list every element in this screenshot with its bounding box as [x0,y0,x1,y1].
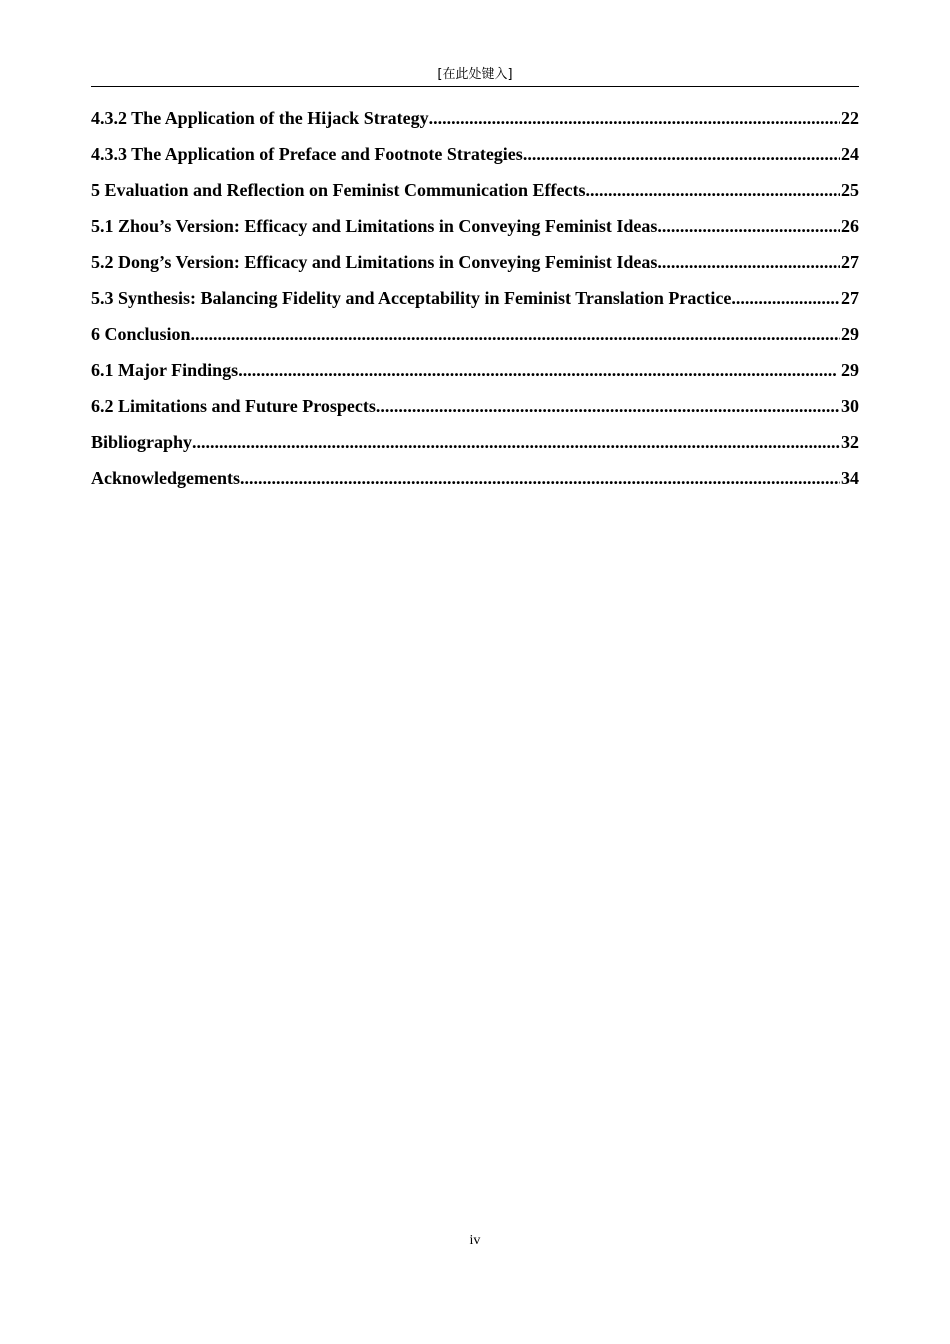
toc-entry[interactable] [91,430,859,466]
toc-entry-title: 6.2 Limitations and Future Prospects [91,396,376,416]
dot-leader [657,214,840,238]
dot-leader [731,286,840,310]
dot-leader [238,358,835,382]
dot-leader [376,394,840,418]
toc-entry-title: 5.1 Zhou’s Version: Efficacy and Limitations in Conveying Feminist Ideas [91,216,658,236]
toc-entry[interactable] [91,178,859,214]
toc-entry-page: 34 [841,468,859,488]
table-of-contents [91,106,859,502]
toc-entry[interactable] [91,250,859,286]
toc-entry-page: 26 [841,216,859,236]
dot-leader [429,106,840,130]
toc-entry-title: 4.3.2 The Application of the Hijack Strategy [91,108,429,128]
toc-entry-title: 6.1 Major Findings [91,360,239,380]
toc-entry[interactable] [91,394,859,430]
toc-entry-title: 6 Conclusion [91,324,191,344]
toc-entry-title: 5 Evaluation and Reflection on Feminist Communication Effects [91,180,586,200]
toc-entry-page: 29 [841,324,859,344]
toc-entry[interactable] [91,358,859,394]
dot-leader [657,250,840,274]
toc-entry-title: 5.2 Dong’s Version: Efficacy and Limitations in Conveying Feminist Ideas [91,252,658,272]
toc-entry-title: 5.3 Synthesis: Balancing Fidelity and Acceptability in Feminist Translation Practice [91,288,732,308]
toc-entry-page: 22 [841,108,859,128]
header-divider [91,86,859,87]
dot-leader [192,430,840,454]
toc-entry[interactable] [91,466,859,502]
dot-leader [191,322,840,346]
toc-entry[interactable] [91,142,859,178]
toc-entry-page: 24 [841,144,859,164]
toc-entry-title: 4.3.3 The Application of Preface and Footnote Strategies [91,144,523,164]
toc-entry[interactable] [91,106,859,142]
toc-entry-page: 32 [841,432,859,452]
toc-entry[interactable] [91,322,859,358]
dot-leader [586,178,841,202]
toc-entry-page: 27 [841,252,859,272]
dot-leader [240,466,840,490]
toc-entry-page: 27 [841,288,859,308]
toc-entry-title: Bibliography [91,432,193,452]
dot-leader [523,142,840,166]
page-header: [在此处键入] [437,67,513,82]
toc-entry[interactable] [91,214,859,250]
toc-entry[interactable] [91,286,859,322]
toc-entry-page: 25 [841,180,859,200]
toc-entry-page: 30 [841,396,859,416]
toc-entry-title: Acknowledgements [91,468,240,488]
toc-entry-page: 29 [836,360,859,380]
page-number: iv [469,1233,481,1248]
